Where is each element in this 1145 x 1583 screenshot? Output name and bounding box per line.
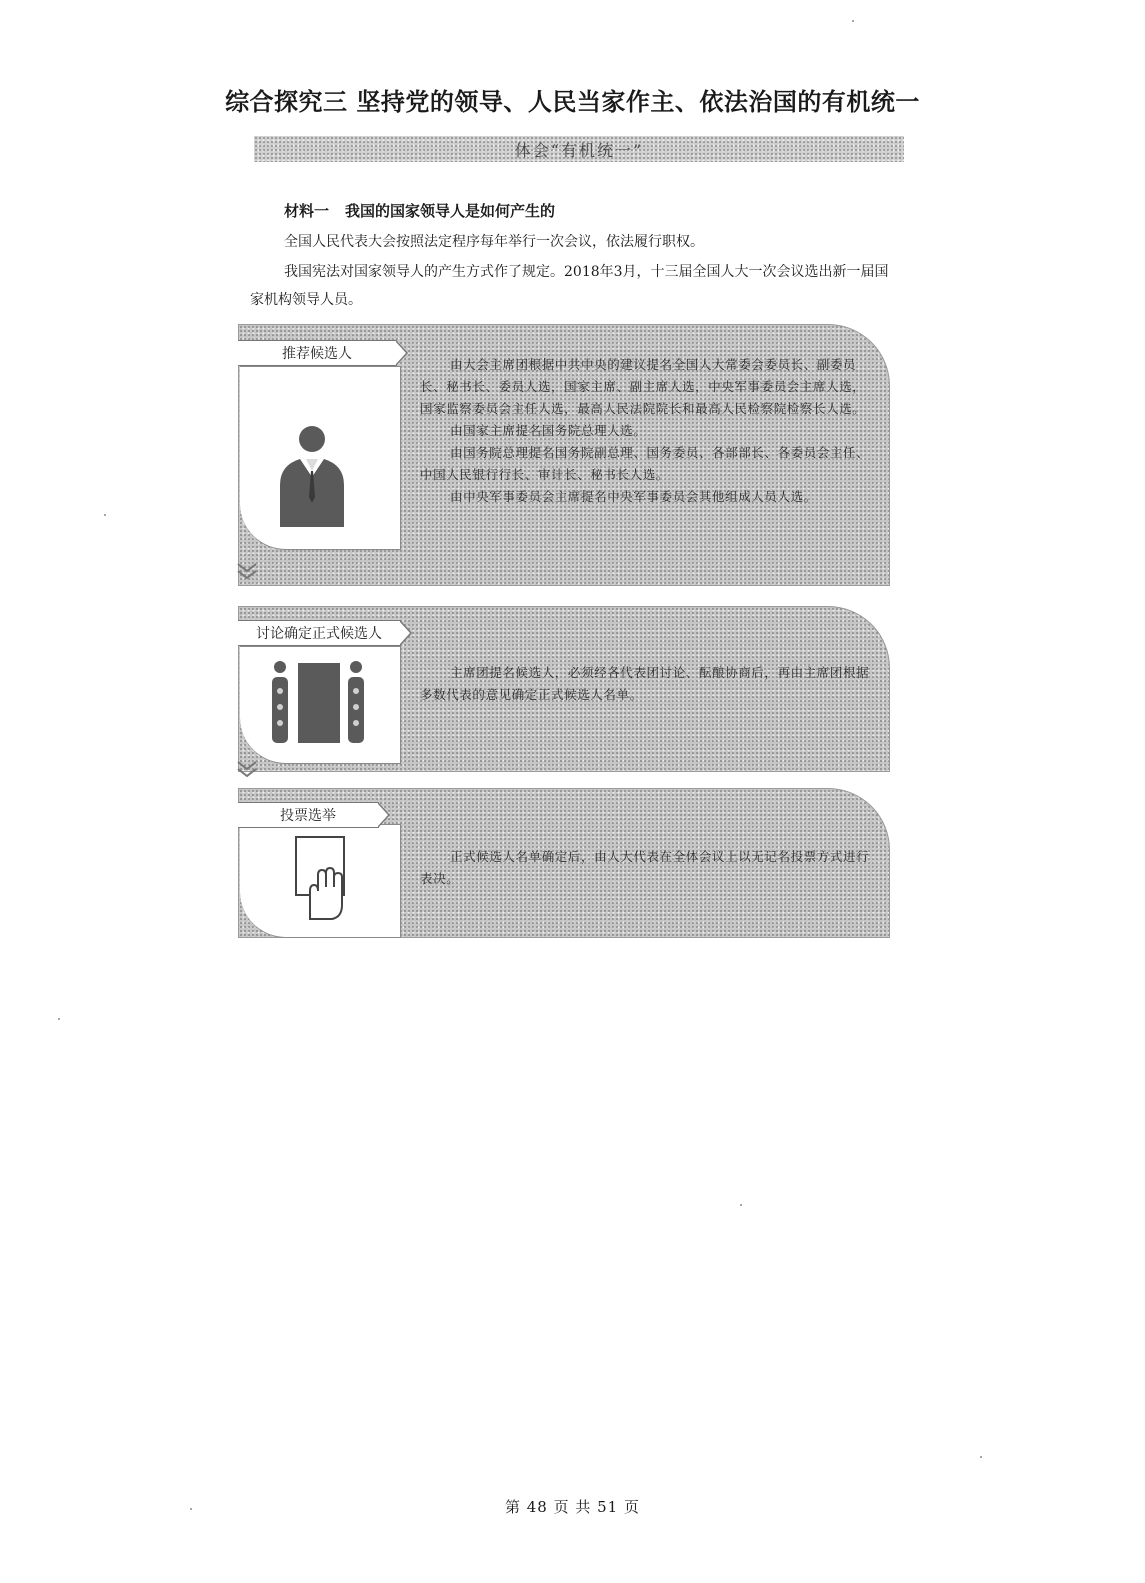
- step-paragraph: 主席团提名候选人，必须经各代表团讨论、酝酿协商后，再由主席团根据多数代表的意见确定正式候选人名单。: [420, 665, 870, 702]
- page-footer: 第 48 页 共 51 页: [504, 1498, 640, 1516]
- material-paragraph-1: 全国人民代表大会按照法定程序每年举行一次会议，依法履行职权。: [284, 234, 704, 250]
- chevron-down-icon: [236, 560, 258, 582]
- step-recommend-candidates: [238, 324, 890, 586]
- step-label: 讨论确定正式候选人: [238, 620, 401, 646]
- person-suit-icon: [240, 367, 400, 549]
- scan-speck: [58, 1018, 60, 1020]
- ballot-vote-icon: [240, 825, 400, 937]
- step-vote: [238, 788, 890, 938]
- step-paragraph: 由国家主席提名国务院总理人选。: [450, 423, 647, 438]
- step-text: [420, 662, 872, 706]
- step-text: [420, 354, 872, 508]
- step-paragraph: 由大会主席团根据中共中央的建议提名全国人大常委会委员长、副委员长、秘书长、委员人选，国家主席、副主席人选，中央军事委员会主席人选，国家监察委员会主任人选，最高人民法院院长和最高人民检察院检察长人选。: [420, 357, 866, 416]
- scan-speck: [852, 20, 854, 22]
- chevron-down-icon: [236, 758, 258, 780]
- step-icon-card: [240, 366, 401, 550]
- step-icon-card: [240, 646, 401, 764]
- step-paragraph: 正式候选人名单确定后，由人大代表在全体会议上以无记名投票方式进行表决。: [420, 849, 870, 886]
- step-paragraph: 由中央军事委员会主席提名中央军事委员会其他组成人员人选。: [450, 489, 817, 504]
- material-heading: [284, 200, 555, 221]
- subtitle-band: [254, 136, 904, 162]
- scan-speck: [740, 1204, 742, 1206]
- step-paragraph: 由国务院总理提名国务院副总理、国务委员、各部部长、各委员会主任、中国人民银行行长、审计长、秘书长人选。: [420, 445, 870, 482]
- page-title: 综合探究三 坚持党的领导、人民当家作主、依法治国的有机统一: [225, 88, 920, 116]
- material-title: 我国的国家领导人是如何产生的: [345, 202, 556, 220]
- scan-speck: [190, 1508, 192, 1510]
- step-icon-card: [240, 824, 401, 938]
- group-discussion-icon: [240, 647, 400, 763]
- step-text: [420, 846, 872, 890]
- scan-speck: [104, 514, 106, 516]
- material-paragraph-2: 我国宪法对国家领导人的产生方式作了规定。2018年3月，十三届全国人大一次会议选出新一届国家机构领导人员。: [250, 264, 889, 308]
- step-confirm-candidates: [238, 606, 890, 772]
- step-label: 推荐候选人: [238, 340, 397, 366]
- material-label: 材料一: [284, 202, 330, 220]
- scan-speck: [980, 1456, 982, 1458]
- subtitle: 体会“有机统一”: [514, 140, 644, 160]
- step-label: 投票选举: [238, 802, 379, 828]
